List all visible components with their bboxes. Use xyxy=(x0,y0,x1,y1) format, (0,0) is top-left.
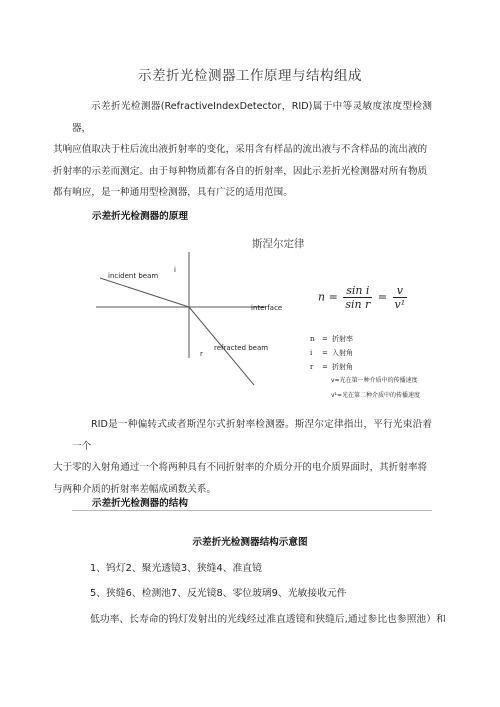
velocity-note-2: v¹=光在第二种介质中的传播速度 xyxy=(331,392,420,399)
legend-r-symbol: r xyxy=(310,363,314,371)
section-heading-structure: 示差折光检测器的结构 xyxy=(92,498,188,509)
legend-r xyxy=(310,362,353,372)
principle-line-1: RID是一种偏转式或者斯涅尔式折射率检测器。斯涅尔定律指出，平行光束沿着一个 xyxy=(72,419,432,452)
formula-sin-r: sin r xyxy=(345,298,371,311)
formula-v1: v¹ xyxy=(394,298,406,311)
interface-label: interface xyxy=(251,304,283,312)
refracted-beam-label: refracted beam xyxy=(214,344,269,352)
component-list-line-1: 1、钨灯2、聚光透镜3、狭缝4、准直镜 xyxy=(90,563,262,574)
legend-i-eq: = xyxy=(322,349,328,357)
component-list-line-2: 5、狭缝6、检测池7、反光镜8、零位玻璃9、光敏接收元件 xyxy=(90,588,347,599)
principle-paragraph xyxy=(53,414,432,500)
intro-line-1: 示差折光检测器(RefractiveIndexDetector，RID)属于中等灵敏度浓度型检测器， xyxy=(72,101,432,134)
legend-n-desc: 折射率 xyxy=(332,335,353,343)
legend-n-symbol: n xyxy=(310,335,315,343)
section-heading-principle: 示差折光检测器的原理 xyxy=(92,211,188,222)
formula-eq-2: = xyxy=(377,290,388,304)
section-divider xyxy=(72,510,432,511)
principle-line-3: 与两种介质的折射率差幅成函数关系。 xyxy=(53,483,217,495)
formula-n: n xyxy=(318,290,326,304)
formula-eq-1: = xyxy=(328,290,338,304)
legend-r-desc: 折射角 xyxy=(332,363,353,371)
snell-law-diagram xyxy=(96,250,436,390)
component-description-line: 低功率、长寿命的钨灯发射出的光线经过准直透镜和狭缝后,通过参比也参照池）和 xyxy=(90,614,446,625)
formula-sin-fraction xyxy=(343,284,372,311)
legend-n-eq: = xyxy=(322,335,328,343)
structure-diagram-title: 示差折光检测器结构示意图 xyxy=(192,537,308,548)
legend-r-eq: = xyxy=(322,363,328,371)
intro-line-3: 折射率的示差而测定。由于每种物质都有各自的折射率，因此示差折光检测器对所有物质 xyxy=(53,165,428,177)
angle-i-label: i xyxy=(174,266,176,274)
formula-sin-i: sin i xyxy=(343,284,372,298)
legend-i xyxy=(310,348,353,358)
intro-line-2: 其响应值取决于柱后流出液折射率的变化，采用含有样品的流出液与不含样品的流出液的 xyxy=(53,144,428,155)
intro-paragraph xyxy=(53,96,432,204)
formula-v-fraction xyxy=(393,284,408,311)
legend-n xyxy=(310,334,353,344)
incident-beam-label: incident beam xyxy=(108,272,159,280)
formula-v: v xyxy=(393,284,408,298)
velocity-note-1: v=光在第一种介质中的传播速度 xyxy=(331,377,418,384)
legend-i-desc: 入射角 xyxy=(332,349,353,357)
snell-formula xyxy=(318,284,409,311)
intro-line-4: 都有响应，是一种通用型检测器，具有广泛的适用范围。 xyxy=(53,187,293,198)
legend-i-symbol: i xyxy=(310,349,313,357)
diagram-title: 斯涅尔定律 xyxy=(252,238,305,250)
angle-r-label: r xyxy=(200,350,203,358)
principle-line-2: 大于零的入射角通过一个将两种具有不同折射率的介质分开的电介质界面时，其折射率将 xyxy=(53,462,428,473)
page-title: 示差折光检测器工作原理与结构组成 xyxy=(138,68,362,84)
incident-beam-line xyxy=(100,278,189,307)
